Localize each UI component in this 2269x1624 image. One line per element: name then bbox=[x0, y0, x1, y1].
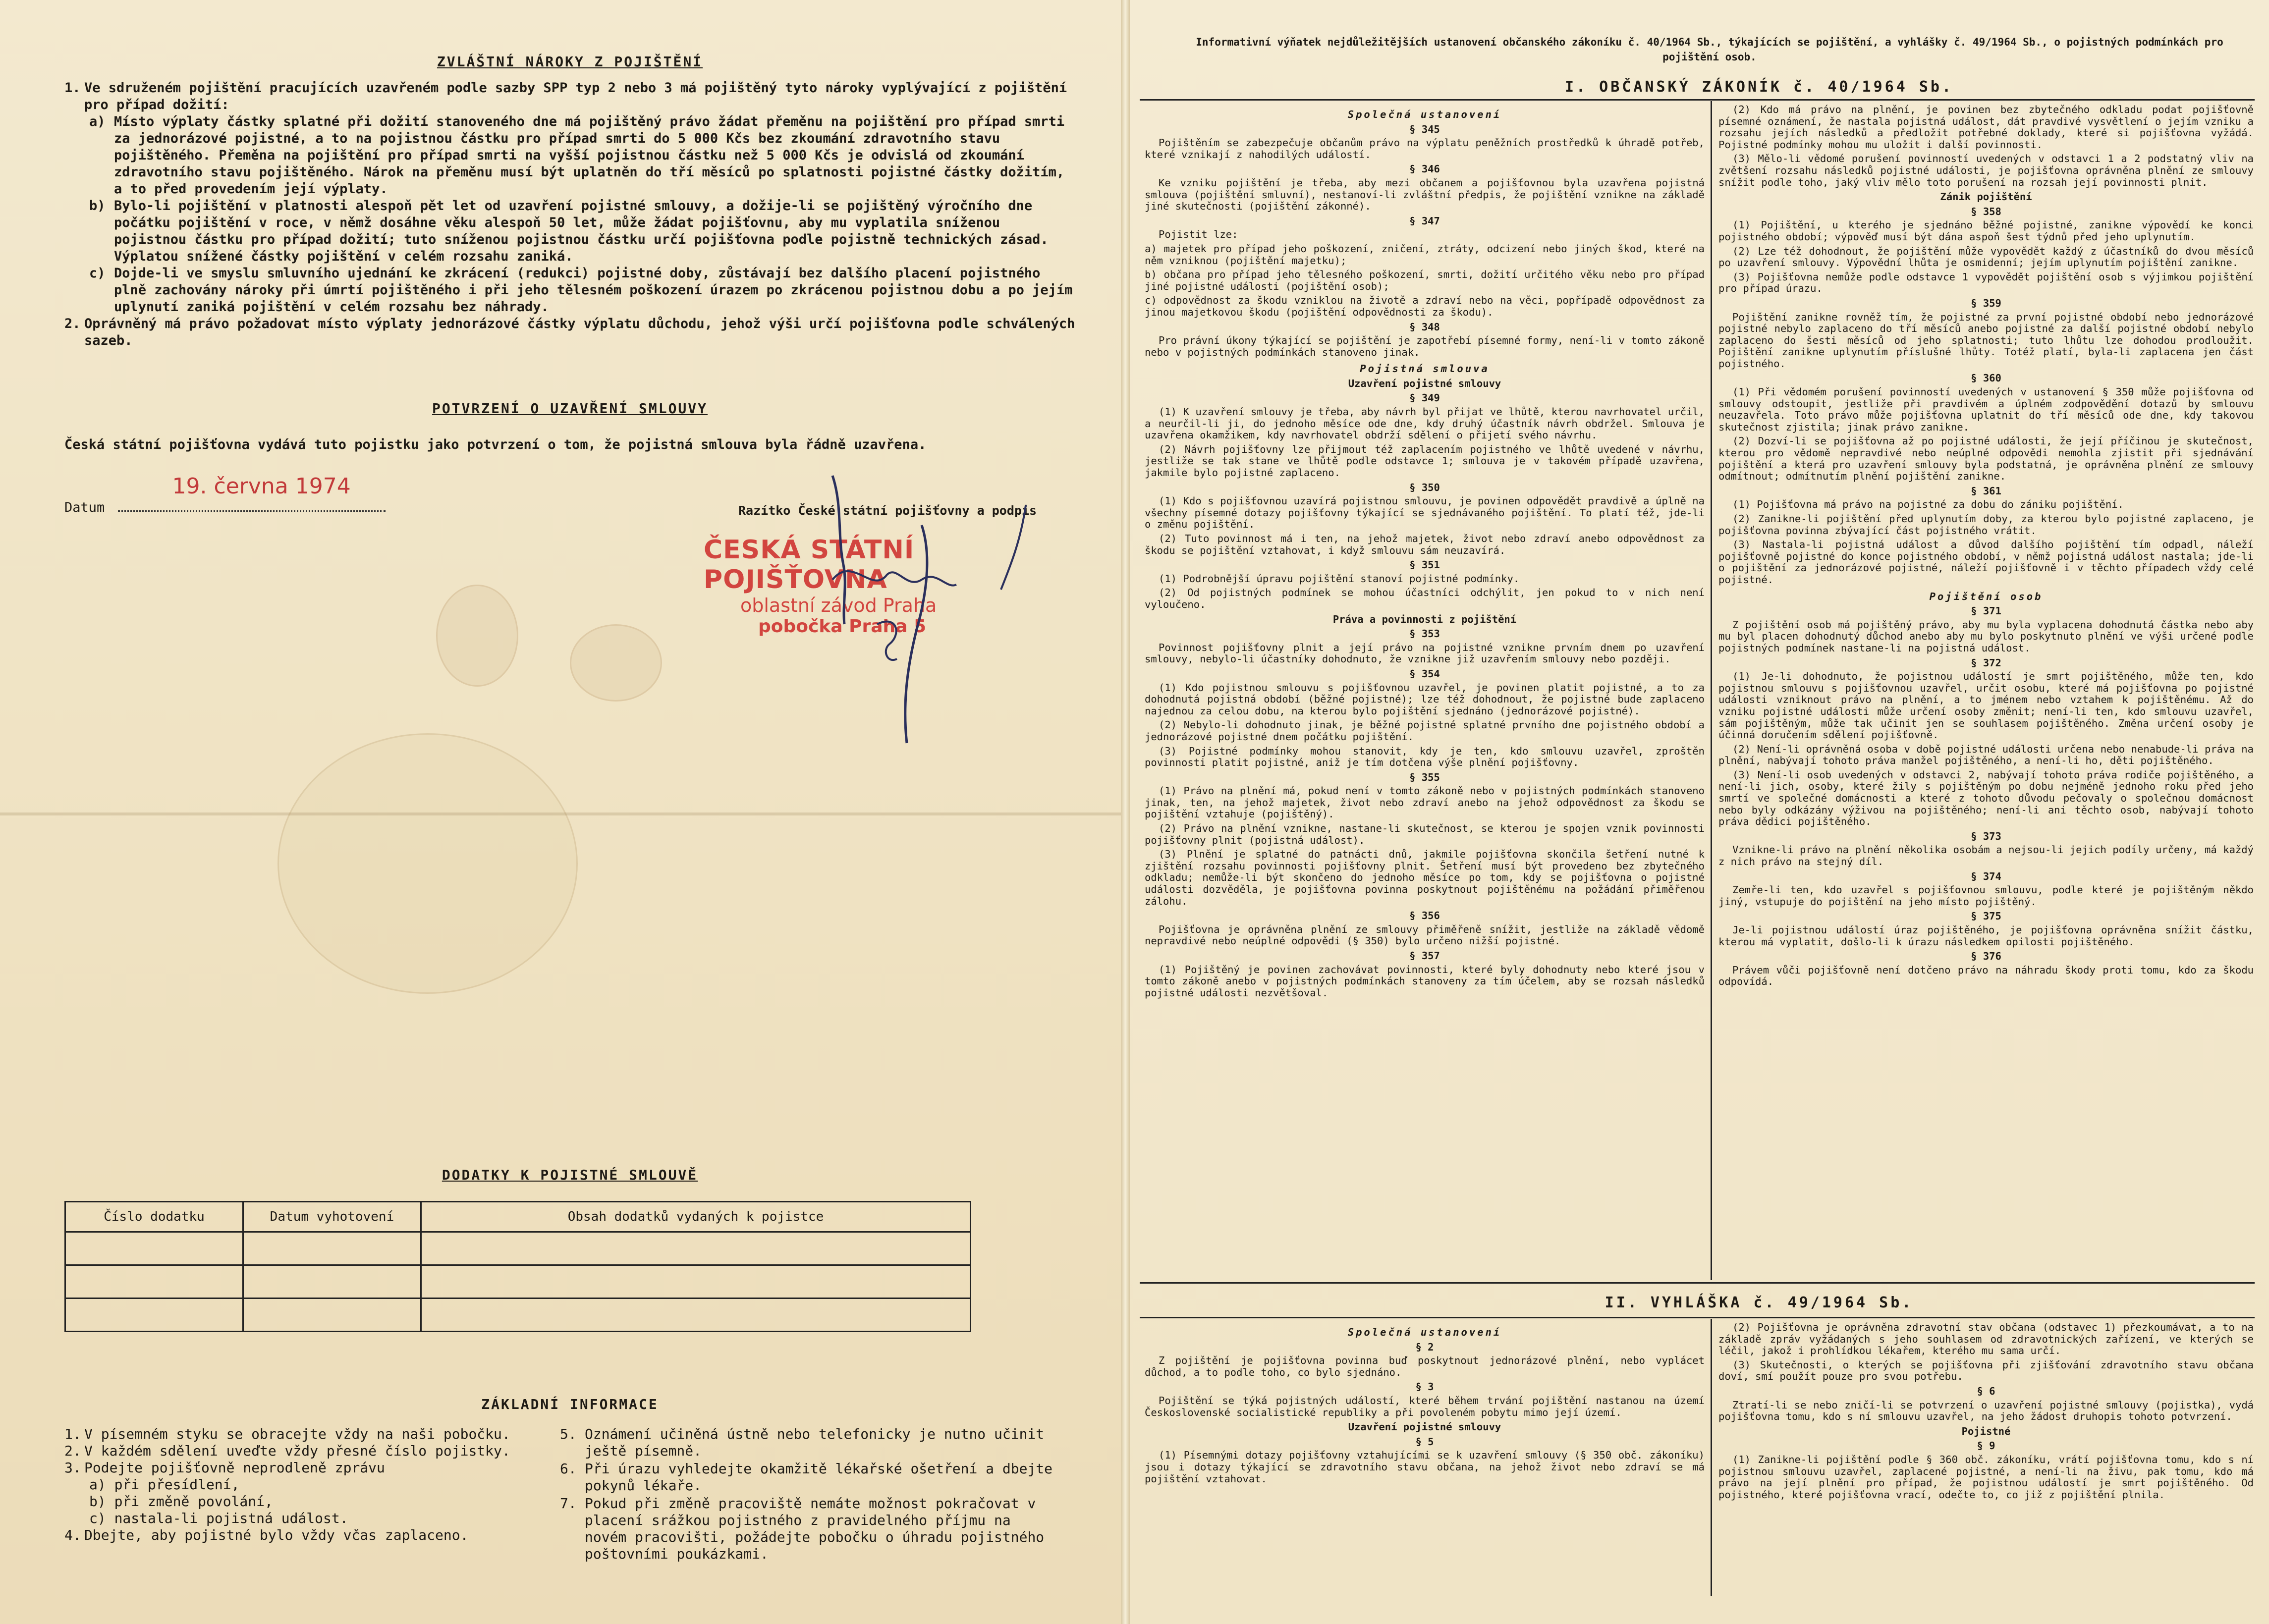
info-number: 4. bbox=[64, 1527, 81, 1543]
law-paragraph: (2) Není-li oprávněná osoba v době pojistné události určena nebo nenabude-li práva na plnění, nabývají tohoto práva manžel pojištěného, a není-li ho, děti pojištěného. bbox=[1718, 743, 2254, 767]
law-paragraph: (1) Je-li dohodnuto, že pojistnou událostí je smrt pojištěného, může ten, kdo pojistnou smlouvu s pojišťovnou uzavřel, určit osobu, které má pojišťovna po pojistné události vzniknout právo na plnění, a to jménem nebo vztahem k pojištěnému. Až do vzniku pojistné události může určení osoby změnit; není-li ten, kdo smlouvu uzavřel, sám pojištěným, může tak učinit jen se souhlasem pojištěného. Změna určení osoby je účinná doručením sdělení pojišťovně. bbox=[1718, 670, 2254, 741]
paragraph-number: § 349 bbox=[1409, 392, 1440, 404]
paragraph-number: § 372 bbox=[1971, 656, 2001, 669]
item-number: 1. bbox=[64, 80, 81, 96]
claim-item-2 bbox=[64, 316, 1075, 349]
info-text: Při úrazu vyhledejte okamžitě lékařské ošetření a dbejte pokynů lékaře. bbox=[585, 1461, 1053, 1494]
law-paragraph: Ke vzniku pojištění je třeba, aby mezi občanem a pojišťovnou byla uzavřena pojistná smlouva (pojištění smluvní), nestanoví-li zvláštní předpis, že pojištění vznikne na základě jiné skutečnosti (pojištění zákonné). bbox=[1145, 176, 1705, 213]
page-fold bbox=[1121, 0, 1130, 1624]
paragraph-number: § 347 bbox=[1409, 215, 1440, 227]
paragraph-number: § 375 bbox=[1971, 910, 2001, 922]
special-claims-title: ZVLÁŠTNÍ NÁROKY Z POJIŠTĚNÍ bbox=[437, 54, 703, 70]
law-paragraph: Pojištěním se zabezpečuje občanům právo na výplatu peněžních prostředků k úhradě potřeb, které vznikají z nahodilých událostí. bbox=[1145, 137, 1705, 161]
info-text: V písemném styku se obracejte vždy na naši pobočku. bbox=[84, 1426, 510, 1442]
law-paragraph: Vznikne-li právo na plnění několika osobám a nejsou-li jejich podíly určeny, má každý z nich právo na stejný díl. bbox=[1718, 844, 2254, 868]
law-paragraph: (1) Kdo pojistnou smlouvu s pojišťovnou uzavřel, je povinen platit pojistné, a to za dohodnutá pojistná období (běžné pojistné); lze též dohodnout, že pojistné bude zaplaceno najednou za celou dobu, na kterou bylo pojištění sjednáno (jednorázové pojistné). bbox=[1145, 681, 1705, 717]
handwritten-signature bbox=[803, 466, 1051, 773]
paragraph-number: § 357 bbox=[1409, 950, 1440, 962]
law-paragraph: Ztratí-li se nebo zničí-li se potvrzení o uzavření pojistné smlouvy (pojistka), vydá pojišťovna tomu, kdo s ní smlouvu uzavřel, na jeho žádost druhopis tohoto potvrzení. bbox=[1718, 1399, 2254, 1423]
claim-sub-b bbox=[89, 198, 1075, 265]
civil-code-column-1 bbox=[1145, 104, 1705, 1278]
law-paragraph: Povinnost pojišťovny plnit a její právo na pojistné vznikne prvním dnem po uzavření smlouvy, nebylo-li účastníky dohodnuto, že vznikne již uzavřením smlouvy nebo později. bbox=[1145, 641, 1705, 665]
law-paragraph: (2) Právo na plnění vznikne, nastane-li skutečnost, se kterou je spojen vznik povinnosti pojišťovny plnit (pojistná událost). bbox=[1145, 822, 1705, 846]
info-number: 2. bbox=[64, 1443, 81, 1459]
sub-key: c) bbox=[89, 266, 106, 281]
paragraph-number: § 359 bbox=[1971, 297, 2001, 309]
law-paragraph: Pro právní úkony týkající se pojištění je zapotřebí písemné formy, není-li v tomto zákoně nebo v pojistných podmínkách stanoveno jinak. bbox=[1145, 334, 1705, 358]
law-paragraph: Právem vůči pojišťovně není dotčeno právo na náhradu škody proti tomu, kdo za škodu odpovídá. bbox=[1718, 964, 2254, 988]
paragraph-number: § 345 bbox=[1409, 123, 1440, 135]
paragraph-number: § 373 bbox=[1971, 830, 2001, 842]
info-item bbox=[64, 1443, 555, 1460]
addenda-col-content: Obsah dodatků vydaných k pojistce bbox=[421, 1202, 971, 1232]
law-paragraph: (1) Podrobnější úpravu pojištění stanoví pojistné podmínky. bbox=[1159, 572, 1520, 585]
excerpt-header: Informativní výňatek nejdůležitějších ustanovení občanského zákoníku č. 40/1964 Sb., týkajících se pojištění, a vyhlášky č. 49/1964 Sb., o pojistných podmínkách pro pojištění osob. bbox=[1196, 36, 2223, 63]
stamp-line-3: pobočka Praha 5 bbox=[758, 616, 927, 637]
paragraph-number: § 355 bbox=[1409, 771, 1440, 783]
section-rule bbox=[1140, 1282, 2255, 1284]
law-paragraph: (3) Nastala-li pojistná událost a důvod dalšího pojištění tím odpadl, náleží pojišťovně pojistné do konce pojistného období, v němž pojistná událost nastala; jde-li o pojištění za jednorázové pojistné, náleží pojišťovně i v těchto případech vždy celé pojistné. bbox=[1718, 539, 2254, 586]
law-paragraph: (1) Písemnými dotazy pojišťovny vztahujícími se k uzavření smlouvy (§ 350 obč. zákoníku) jsou i dotazy týkající se zdravotního stavu občana, na jehož život nebo zdraví se má pojištění vztahovat. bbox=[1145, 1449, 1705, 1485]
paragraph-number: § 358 bbox=[1971, 205, 2001, 217]
decree-column-1 bbox=[1145, 1322, 1705, 1599]
law-paragraph: Z pojištění je pojišťovna povinna buď poskytnout jednorázové plnění, nebo vyplácet důchod, a to podle toho, co bylo sjednáno. bbox=[1145, 1354, 1705, 1378]
date-value: 19. června 1974 bbox=[172, 474, 351, 499]
column-divider bbox=[1711, 1319, 1712, 1596]
item-number: 2. bbox=[64, 316, 81, 331]
paragraph-number: § 350 bbox=[1409, 481, 1440, 493]
law-paragraph: Pojištění se týká pojistných událostí, které během trvání pojištění nastanou na území Československé socialistické republiky a při povoleném pobytu mimo její území. bbox=[1145, 1394, 1705, 1418]
info-number: 6. bbox=[560, 1461, 577, 1477]
sub-text: Místo výplaty částky splatné při dožití stanoveného dne má pojištěný právo žádat přeměnu na pojištění pro případ smrti za jednorázové pojistné, a to na pojistnou částku pro případ smrti do 5 000 Kčs bez zkoumání zdravotního stavu pojištěného. Přeměna na pojištění pro případ smrti na vyšší pojistnou částku než 5 000 Kčs je odvislá od zkoumání zdravotního stavu pojištěného. Nárok na přeměnu musí být uplatněn do tří měsíců po splatnosti pojistné částky dožitím, a to před provedením její výplaty. bbox=[114, 114, 1065, 197]
paragraph-number: § 356 bbox=[1409, 910, 1440, 922]
paragraph-number: § 354 bbox=[1409, 667, 1440, 680]
law-paragraph: Z pojištění osob má pojištěný právo, aby mu byla vyplacena dohodnutá částka nebo aby mu byl placen dohodnutý důchod anebo aby mu bylo poskytnuto plnění ve výši určené podle pojistných podmínek nastane-li na pojistná událost. bbox=[1718, 618, 2254, 654]
basic-info-title: ZÁKLADNÍ INFORMACE bbox=[481, 1396, 659, 1412]
info-text: a) při přesídlení, bbox=[89, 1476, 240, 1493]
paragraph-number: Uzavření pojistné smlouvy bbox=[1348, 1421, 1501, 1433]
law-paragraph: (1) Pojišťovna má právo na pojistné za dobu do zániku pojištění. bbox=[1732, 498, 2124, 511]
paragraph-number: § 361 bbox=[1971, 485, 2001, 497]
law-paragraph: (1) Zanikne-li pojištění podle § 360 obč. zákoníku, vrátí pojišťovna tomu, kdo s ní pojistnou smlouvu uzavřel, zaplacené pojistné, a není-li na živu, pak tomu, kdo má právo na její plnění pro případ, že pojistnou událostí je smrt pojištěného. Od pojistného, které pojišťovna vrací, odečte to, co již z pojištění plnila. bbox=[1718, 1453, 2254, 1501]
paragraph-number: § 5 bbox=[1415, 1435, 1434, 1448]
law-paragraph: Pojištění zanikne rovněž tím, že pojistné za první pojistné období nebo jednorázové pojistné nebylo zaplaceno do tří měsíců anebo pojistné za další pojistné období nebylo zaplaceno do šesti měsíců od jeho splatnosti; tuto lhůtu lze dohodou prodloužit. Pojištění zanikne uplynutím příslušné lhůty. Totéž platí, byla-li zaplacena jen část pojistného. bbox=[1718, 311, 2254, 370]
section-heading: Pojištění osob bbox=[1929, 590, 2043, 602]
law-paragraph: (2) Kdo má právo na plnění, je povinen bez zbytečného odkladu podat pojišťovně písemné oznámení, že nastala pojistná událost, dát pravdivé vysvětlení o jejím vzniku a rozsahu jejích následků a předložit potřebné doklady, které si pojišťovna vyžádá. Pojistné podmínky mohou mu uložit i další povinnosti. bbox=[1718, 104, 2254, 151]
info-item bbox=[64, 1527, 555, 1544]
law-list-item: c) odpovědnost za škodu vzniklou na životě a zdraví nebo na věci, popřípadě odpovědnost za jinou majetkovou škodu (pojištění odpovědnosti za škodu). bbox=[1145, 294, 1705, 318]
law-paragraph: Pojistit lze: bbox=[1159, 228, 1238, 241]
paragraph-number: § 353 bbox=[1409, 628, 1440, 640]
header-rule bbox=[1140, 99, 2255, 101]
stamp-label: Razítko České státní pojišťovny a podpis bbox=[738, 503, 1037, 518]
sub-text: Bylo-li pojištění v platnosti alespoň pět let od uzavření pojistné smlouvy, a dožije-li se pojištěný výročního dne počátku pojištění v roce, v němž dosáhne věku alespoň 50 let, může žádat pojišťovnu, aby mu vyplatila sníženou pojistnou částku pro případ dožití; tuto sníženou pojistnou částku určí pojišťovna podle pojistně technických zásad. Výplatou snížené částky pojištění v celém rozsahu zaniká. bbox=[114, 198, 1049, 264]
item-text: Ve sdruženém pojištění pracujících uzavřeném podle sazby SPP typ 2 nebo 3 má pojištěný tyto nároky vyplývající z pojištění pro případ dožití: bbox=[84, 80, 1067, 112]
paragraph-number: § 3 bbox=[1415, 1381, 1434, 1393]
date-label: Datum bbox=[64, 500, 105, 515]
paragraph-number: Uzavření pojistné smlouvy bbox=[1348, 377, 1501, 389]
law-paragraph: (1) Při vědomém porušení povinností uvedených v ustanovení § 350 může pojišťovna od smlouvy odstoupit, jestliže při pravdivém a úplném zodpovědění dotazů by smlouvu neuzavřela. Toto právo může pojišťovna uplatnit do tří měsíců ode dne, kdy takovou skutečnost zjistila; jinak právo zanikne. bbox=[1718, 386, 2254, 433]
basic-info-section bbox=[64, 1396, 1075, 1562]
paragraph-number: § 371 bbox=[1971, 605, 2001, 617]
law-paragraph: (2) Pojišťovna je oprávněna zdravotní stav občana (odstavec 1) přezkoumávat, a to na základě zpráv vyžádaných s jeho souhlasem od zdravotnických zařízení, ve kterých se léčil, jakož i prohlídkou lékařem, kterého mu sama určí. bbox=[1718, 1322, 2254, 1357]
law-paragraph: (1) Kdo s pojišťovnou uzavírá pojistnou smlouvu, je povinen odpovědět pravdivě a úplně na všechny písemné dotazy pojišťovny týkající se sjednávaného pojištění. To platí též, jde-li o změnu pojištění. bbox=[1145, 495, 1705, 531]
info-text: V každém sdělení uveďte vždy přesné číslo pojistky. bbox=[84, 1443, 510, 1459]
paragraph-number: Zánik pojištění bbox=[1940, 191, 2032, 203]
section-heading: Společná ustanovení bbox=[1347, 108, 1502, 120]
law-paragraph: (2) Nebylo-li dohodnuto jinak, je běžné pojistné splatné prvního dne pojistného období a jednorázové pojistné dnem počátku pojištění. bbox=[1145, 719, 1705, 743]
info-number: 1. bbox=[64, 1426, 81, 1442]
law-paragraph: (3) Skutečnosti, o kterých se pojišťovna při zjišťování zdravotního stavu občana doví, smí použít pouze pro svou potřebu. bbox=[1718, 1358, 2254, 1383]
addenda-row[interactable] bbox=[65, 1232, 971, 1265]
confirmation-title: POTVRZENÍ O UZAVŘENÍ SMLOUVY bbox=[432, 400, 708, 417]
civil-code-column-2 bbox=[1718, 104, 2254, 1278]
law-paragraph: (2) Dozví-li se pojišťovna až po pojistné události, že její příčinou je skutečnost, kterou pro vědomě nepravdivé nebo neúplné odpovědi nemohla zjistit při sjednávání pojištění a která pro uzavření smlouvy byla podstatná, je oprávněna plnění ze smlouvy odmítnout; odmítnutím plnění pojištění zanikne. bbox=[1718, 435, 2254, 483]
basic-info-left-list bbox=[64, 1426, 555, 1544]
info-text: b) při změně povolání, bbox=[89, 1493, 273, 1510]
paragraph-number: Pojistné bbox=[1961, 1425, 2011, 1437]
claim-item-1 bbox=[64, 80, 1075, 113]
paragraph-number: § 9 bbox=[1977, 1440, 1995, 1452]
paragraph-number: § 348 bbox=[1409, 321, 1440, 333]
info-item bbox=[560, 1426, 1060, 1460]
info-sub-item bbox=[64, 1510, 555, 1527]
water-stain bbox=[277, 733, 578, 994]
info-text: Dbejte, aby pojistné bylo vždy včas zaplaceno. bbox=[84, 1527, 469, 1543]
date-field bbox=[64, 474, 401, 515]
law-paragraph: (3) Mělo-li vědomé porušení povinností uvedených v odstavci 1 a 2 podstatný vliv na zvětšení rozsahu následků pojistné události, je pojišťovna oprávněna plnění ze smlouvy snížit podle toho, jaký vliv mělo toto porušení na rozsah její povinnosti plnit. bbox=[1718, 153, 2254, 188]
law-paragraph: (3) Není-li osob uvedených v odstavci 2, nabývají tohoto práva rodiče pojištěného, a není-li jich, osoby, které žily s pojištěným po dobu nejméně jednoho roku před jeho smrtí ve společné domácnosti a které z tohoto důvodu pečovaly o společnou domácnost nebo byly odkázány výživou na pojištěného; není-li ani těchto osob, nabývají tohoto práva dědici pojištěného. bbox=[1718, 768, 2254, 828]
law-list-item: b) občana pro případ jeho tělesného poškození, smrti, dožití určitého věku nebo pro případ jiné pojistné události (pojištění osob); bbox=[1145, 269, 1705, 292]
paragraph-number: § 6 bbox=[1977, 1385, 1995, 1397]
paragraph-number: § 360 bbox=[1971, 372, 2001, 384]
addenda-section bbox=[64, 1167, 1075, 1332]
stamp-line-1: ČESKÁ STÁTNÍ POJIŠŤOVNA bbox=[704, 535, 915, 595]
claim-sub-a bbox=[89, 113, 1075, 198]
basic-info-right-list bbox=[560, 1426, 1060, 1563]
info-sub-item bbox=[64, 1476, 555, 1493]
law-paragraph: (2) Od pojistných podmínek se mohou účastníci odchýlit, jen pokud to v nich není vyloučeno. bbox=[1145, 587, 1705, 610]
law-paragraph: (2) Zanikne-li pojištění před uplynutím doby, za kterou bylo pojistné zaplaceno, je pojišťovna povinna zbývající část pojistného vrátit. bbox=[1718, 513, 2254, 537]
law-paragraph: (2) Návrh pojišťovny lze přijmout též zaplacením pojistného ve lhůtě uvedené v návrhu, jestliže se tak stane ve lhůtě podle odstavce 1; smlouva je v takovém případě uzavřena, jakmile bylo pojistné zaplaceno. bbox=[1145, 443, 1705, 479]
law-list-item: a) majetek pro případ jeho poškození, zničení, ztráty, odcizení nebo jiných škod, které na něm vzniknou (pojištění majetku); bbox=[1145, 242, 1705, 267]
paragraph-number: § 346 bbox=[1409, 163, 1440, 175]
column-divider bbox=[1711, 101, 1712, 1280]
law-paragraph: (3) Pojistné podmínky mohou stanovit, kdy je ten, kdo smlouvu uzavřel, zproštěn povinnosti platit pojistné, aniž je tím dotčena výše plnění pojišťovny. bbox=[1145, 745, 1705, 769]
info-number: 3. bbox=[64, 1460, 81, 1476]
paragraph-number: § 376 bbox=[1971, 950, 2001, 963]
info-number: 5. bbox=[560, 1426, 577, 1442]
paragraph-number: § 2 bbox=[1415, 1341, 1434, 1353]
info-text: Oznámení učiněná ústně nebo telefonicky je nutno učinit ještě písemně. bbox=[585, 1426, 1045, 1459]
part-1-title: I. OBČANSKÝ ZÁKONÍK č. 40/1964 Sb. bbox=[1564, 78, 1954, 96]
info-item bbox=[560, 1495, 1060, 1563]
confirmation-section bbox=[64, 400, 1075, 453]
claim-sub-c bbox=[89, 265, 1075, 316]
addenda-title: DODATKY K POJISTNÉ SMLOUVĚ bbox=[442, 1167, 698, 1183]
info-item bbox=[64, 1426, 555, 1443]
sub-key: a) bbox=[89, 114, 106, 129]
addenda-header-row bbox=[65, 1202, 971, 1232]
section-heading: Pojistná smlouva bbox=[1360, 363, 1490, 375]
law-paragraph: (1) Právo na plnění má, pokud není v tomto zákoně nebo v pojistných podmínkách stanoveno jinak, ten, na jehož majetek, život nebo zdraví anebo na jehož odpovědnost za škodu se pojištění vztahuje (pojištěný). bbox=[1145, 785, 1705, 820]
paragraph-number: § 374 bbox=[1971, 870, 2001, 882]
law-paragraph: (3) Plnění je splatné do patnácti dnů, jakmile pojišťovna skončila šetření nutné k zjištění rozsahu povinnosti pojišťovny plnit. Šetření musí být provedeno bez zbytečného odkladu; nemůže-li být skončeno do jednoho měsíce po tom, kdy se pojišťovna o pojistné události dozvěděla, je pojišťovna povinna poskytnout pojištěnému na požádání přiměřenou zálohu. bbox=[1145, 848, 1705, 907]
info-item bbox=[64, 1460, 555, 1476]
addenda-row[interactable] bbox=[65, 1299, 971, 1332]
law-paragraph: (2) Tuto povinnost má i ten, na jehož majetek, život nebo zdraví anebo odpovědnost za škodu se pojištění vztahovat, i když smlouvu sám neuzavírá. bbox=[1145, 533, 1705, 556]
addenda-col-date: Datum vyhotovení bbox=[243, 1202, 421, 1232]
paragraph-number: § 351 bbox=[1409, 559, 1440, 571]
law-paragraph: (1) K uzavření smlouvy je třeba, aby návrh byl přijat ve lhůtě, kterou navrhovatel určil, a neurčil-li ji, do jednoho měsíce ode dne, kdy druhý účastník návrh obdržel. Smlouva je uzavřena okamžikem, kdy navrhovatel obdrží sdělení o přijetí svého návrhu. bbox=[1145, 406, 1705, 441]
section-heading: Společná ustanovení bbox=[1347, 1326, 1502, 1338]
addenda-table bbox=[64, 1201, 971, 1332]
info-text: Podejte pojišťovně neprodleně zprávu bbox=[84, 1460, 385, 1476]
confirmation-text: Česká státní pojišťovna vydává tuto pojistku jako potvrzení o tom, že pojistná smlouva byla řádně uzavřena. bbox=[64, 437, 927, 452]
law-paragraph: Pojišťovna je oprávněna plnění ze smlouvy přiměřeně snížit, jestliže na základě vědomě nepravdivé nebo neúplné odpovědi (§ 350) bylo určeno nižší pojistné. bbox=[1145, 923, 1705, 947]
date-line bbox=[118, 474, 386, 512]
part-2-title: II. VYHLÁŠKA č. 49/1964 Sb. bbox=[1605, 1294, 1914, 1311]
water-stain bbox=[436, 585, 518, 687]
info-text: Pokud při změně pracoviště nemáte možnost pokračovat v placení srážkou pojistného z pravidelného příjmu na novém pracovišti, požádejte pobočku o úhradu pojistného poštovními poukázkami. bbox=[585, 1495, 1045, 1562]
addenda-col-number: Číslo dodatku bbox=[65, 1202, 243, 1232]
law-paragraph: (1) Pojištění, u kterého je sjednáno běžné pojistné, zanikne výpovědí ke konci pojistného období; výpověď musí být dána aspoň šest týdnů před jeho uplynutím. bbox=[1718, 219, 2254, 243]
info-text: c) nastala-li pojistná událost. bbox=[89, 1510, 348, 1526]
sub-key: b) bbox=[89, 198, 106, 214]
law-paragraph: (2) Lze též dohodnout, že pojištění může vypovědět každý z účastníků do dvou měsíců po uzavření smlouvy. Výpovědní lhůta je osmidenní; jejím uplynutím pojištění zanikne. bbox=[1718, 245, 2254, 269]
law-paragraph: Zemře-li ten, kdo uzavřel s pojišťovnou smlouvu, podle které je pojištěným někdo jiný, vstupuje do pojištění na jeho místo pojištěný. bbox=[1718, 884, 2254, 908]
special-claims-section bbox=[64, 54, 1075, 349]
sub-text: Dojde-li ve smyslu smluvního ujednání ke zkrácení (redukci) pojistné doby, zůstávají bez dalšího placení pojistného plně zachovány nároky při úmrtí pojištěného i při jeho tělesném poškození úrazem po zkrácenou pojistnou dobu a po jejím uplynutí zaniká pojištění v celém rozsahu bez náhrady. bbox=[114, 266, 1073, 315]
info-number: 7. bbox=[560, 1495, 577, 1512]
item-text: Oprávněný má právo požadovat místo výplaty jednorázové částky výplatu důchodu, jehož výši určí pojišťovna podle schválených sazeb. bbox=[84, 316, 1075, 348]
water-stain bbox=[570, 624, 662, 702]
law-paragraph: Je-li pojistnou událostí úraz pojištěného, je pojišťovna oprávněna snížit částku, kterou má vyplatit, došlo-li k úrazu následkem opilosti pojištěného. bbox=[1718, 924, 2254, 948]
law-paragraph: (3) Pojišťovna nemůže podle odstavce 1 vypovědět pojištění osob s výjimkou pojištění pro případ úrazu. bbox=[1718, 271, 2254, 295]
paragraph-number: Práva a povinnosti z pojištění bbox=[1332, 613, 1517, 625]
info-item bbox=[560, 1461, 1060, 1494]
law-paragraph: (1) Pojištěný je povinen zachovávat povinnosti, které byly dohodnuty nebo které jsou v tomto zákoně anebo v pojistných podmínkách stanoveny za tím účelem, aby se rozsah následků pojistné události nezvětšoval. bbox=[1145, 963, 1705, 999]
section-rule bbox=[1140, 1317, 2255, 1318]
addenda-row[interactable] bbox=[65, 1265, 971, 1299]
decree-column-2 bbox=[1718, 1322, 2254, 1599]
info-sub-item bbox=[64, 1493, 555, 1510]
stamp-line-2: oblastní závod Praha bbox=[740, 595, 937, 616]
